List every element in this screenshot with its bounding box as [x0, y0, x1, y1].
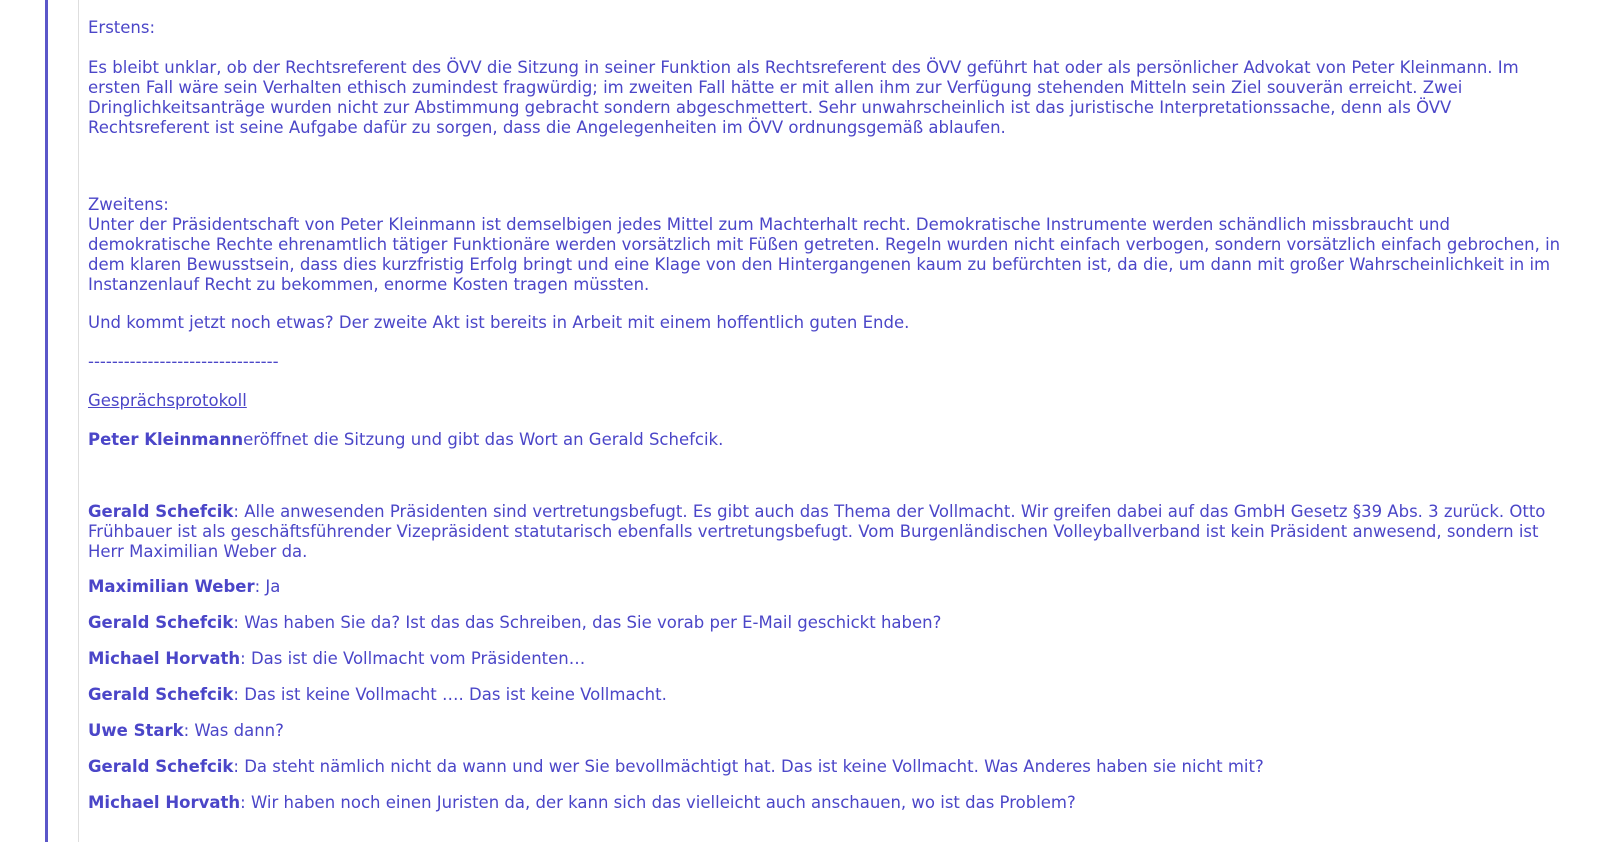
statement-text: Alle anwesenden Präsidenten sind vertretungsbefugt. Es gibt auch das Thema der Vollmacht. Wir greifen dabei auf das GmbH Gesetz §39 Abs. 3 zurück. Otto Frühbauer ist als geschäftsführender Vizepräsident statutarisch ebenfalls vertretungsbefugt. Vom Burgenländischen Volleyballverband ist kein Präsident anwesend, sondern ist Herr Maximilian Weber da.: [88, 502, 1546, 561]
speaker-name: Uwe Stark: [88, 721, 184, 740]
speaker-name: Gerald Schefcik: [88, 685, 234, 704]
speaker-separator: :: [183, 721, 195, 740]
statement-text: eröffnet die Sitzung und gibt das Wort an Gerald Schefcik.: [243, 430, 724, 449]
speaker-name: Michael Horvath: [88, 793, 241, 812]
section1-text: Es bleibt unklar, ob der Rechtsreferent des ÖVV die Sitzung in seiner Funktion als Rechtsreferent des ÖVV geführt hat oder als persönlicher Advokat von Peter Kleinmann. Im ersten Fall wäre sein Verhalten ethisch zumindest fragwürdig; im zweiten Fall hätte er mit allen ihm zur Verfügung stehenden Mitteln sein Ziel souverän erreicht. Zwei Dringlichkeitsanträge wurden nicht zur Abstimmung gebracht sondern abgeschmettert. Sehr unwahrscheinlich ist das juristische Interpretationssache, denn als ÖVV Rechtsreferent ist seine Aufgabe dafür zu sorgen, dass die Angelegenheiten im ÖVV ordnungsgemäß ablaufen.: [88, 58, 1519, 137]
statement-text: Was haben Sie da? Ist das das Schreiben, das Sie vorab per E-Mail geschickt haben?: [244, 613, 942, 632]
statement-text: Wir haben noch einen Juristen da, der kann sich das vielleicht auch anschauen, wo ist das Problem?: [250, 793, 1076, 812]
divider-line: --------------------------------: [88, 352, 279, 371]
speaker-separator: :: [233, 685, 245, 704]
section2-heading: Zweitens:: [88, 195, 169, 214]
speaker-separator: :: [233, 613, 245, 632]
protocol-entry: [88, 649, 1570, 669]
speaker-name: Maximilian Weber: [88, 577, 255, 596]
closing-question: Und kommt jetzt noch etwas? Der zweite Akt ist bereits in Arbeit mit einem hoffentlich guten Ende.: [88, 313, 910, 332]
speaker-name: Gerald Schefcik: [88, 502, 234, 521]
protocol-entry: [88, 430, 1570, 450]
protocol-entry: [88, 613, 1570, 633]
speaker-name: Peter Kleinmann: [88, 430, 244, 449]
statement-text: Ja: [265, 577, 281, 596]
speaker-separator: :: [240, 793, 251, 812]
section2-text: Unter der Präsidentschaft von Peter Kleinmann ist demselbigen jedes Mittel zum Machterhalt recht. Demokratische Instrumente werden schändlich missbraucht und demokratische Rechte ehrenamtlich tätiger Funktionäre werden vorsätzlich mit Füßen getreten. Regeln wurden nicht einfach verbogen, sondern vorsätzlich einfach gebrochen, in dem klaren Bewusstsein, dass dies kurzfristig Erfolg bringt und eine Klage von den Hintergangenen kaum zu befürchten ist, da die, um dann mit großer Wahrscheinlichkeit in im Instanzenlauf Recht zu bekommen, enorme Kosten tragen müssten.: [88, 215, 1561, 294]
protocol-entry: [88, 502, 1570, 562]
quote-bar: [45, 0, 48, 842]
statement-text: Das ist die Vollmacht vom Präsidenten…: [250, 649, 586, 668]
speaker-name: Michael Horvath: [88, 649, 241, 668]
speaker-separator: :: [233, 757, 245, 776]
speaker-separator: :: [233, 502, 245, 521]
statement-text: Das ist keine Vollmacht …. Das ist keine Vollmacht.: [244, 685, 667, 704]
protocol-entry: [88, 721, 1570, 741]
protocol-entry: [88, 685, 1570, 705]
statement-text: Was dann?: [194, 721, 284, 740]
speaker-separator: :: [240, 649, 251, 668]
inner-divider-line: [78, 0, 79, 842]
protocol-entry: [88, 577, 1570, 597]
statement-text: Da steht nämlich nicht da wann und wer Sie bevollmächtigt hat. Das ist keine Vollmacht. Was Anderes haben sie nicht mit?: [244, 757, 1264, 776]
section1-heading: Erstens:: [88, 18, 156, 37]
protocol-entry: [88, 793, 1570, 813]
protocol-link[interactable]: Gesprächsprotokoll: [88, 391, 247, 410]
protocol-entry: [88, 757, 1570, 777]
speaker-name: Gerald Schefcik: [88, 613, 234, 632]
speaker-name: Gerald Schefcik: [88, 757, 234, 776]
speaker-separator: :: [254, 577, 266, 596]
